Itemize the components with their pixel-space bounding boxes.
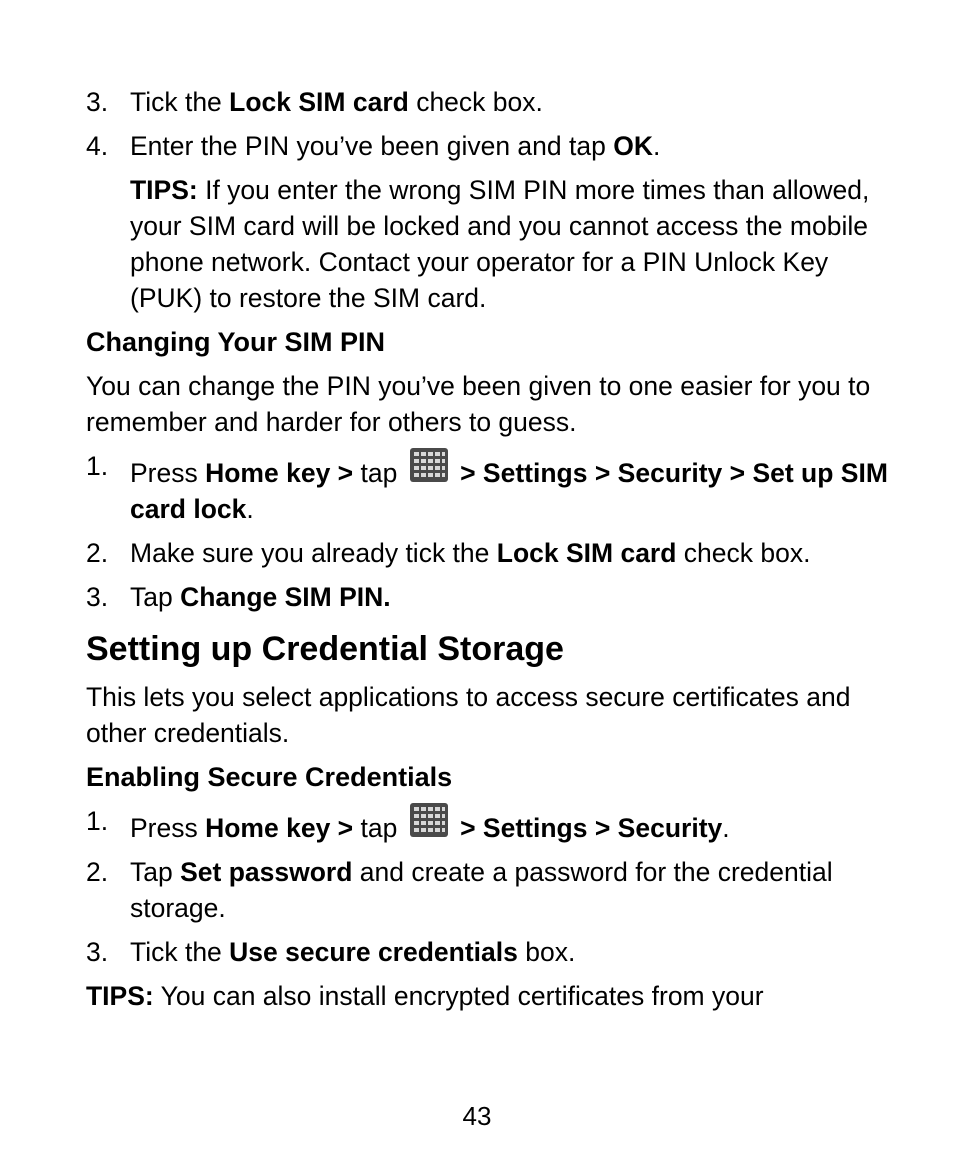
- enable-step-2: 2. Tap Set password and create a password for the credential storage.: [86, 854, 906, 926]
- tips-wrong-pin: TIPS: If you enter the wrong SIM PIN more times than allowed, your SIM card will be locked and you cannot access the mobile phone network. Contact your operator for a PIN Unlock Key (PUK) to restore the SIM card.: [130, 175, 870, 313]
- enable-step-1: 1. Press Home key > tap > Settings > Security.: [86, 803, 906, 846]
- manual-page: [86, 84, 906, 1022]
- step-number: 3.: [86, 87, 109, 117]
- heading-changing-sim-pin: Changing Your SIM PIN: [86, 327, 386, 357]
- heading-credential-storage: Setting up Credential Storage: [86, 630, 564, 668]
- tips-encrypted-certificates: TIPS: You can also install encrypted certificates from your: [86, 981, 764, 1011]
- paragraph-credential-storage: This lets you select applications to access secure certificates and other credentials.: [86, 682, 851, 748]
- step-number: 3.: [86, 937, 109, 967]
- change-step-2: 2. Make sure you already tick the Lock SIM card check box.: [86, 535, 906, 571]
- heading-enabling-secure-credentials: Enabling Secure Credentials: [86, 762, 453, 792]
- step-number: 2.: [86, 538, 109, 568]
- apps-grid-icon: [409, 448, 449, 484]
- paragraph-changing-sim-pin: You can change the PIN you’ve been given to one easier for you to remember and harder for others to guess.: [86, 371, 871, 437]
- step-number: 4.: [86, 131, 109, 161]
- lock-step-4: 4. Enter the PIN you’ve been given and tap OK.: [86, 128, 906, 164]
- step-number: 1.: [86, 806, 109, 836]
- step-number: 3.: [86, 582, 109, 612]
- step-number: 1.: [86, 451, 109, 481]
- change-step-1: 1. Press Home key > tap > Settings > Security > Set up SIM card lock.: [86, 448, 906, 527]
- apps-grid-icon: [409, 803, 449, 839]
- enable-step-3: 3. Tick the Use secure credentials box.: [86, 934, 906, 970]
- lock-step-3: 3. Tick the Lock SIM card check box.: [86, 84, 906, 120]
- page-number: 43: [462, 1101, 492, 1131]
- change-step-3: 3. Tap Change SIM PIN.: [86, 579, 906, 615]
- step-number: 2.: [86, 857, 109, 887]
